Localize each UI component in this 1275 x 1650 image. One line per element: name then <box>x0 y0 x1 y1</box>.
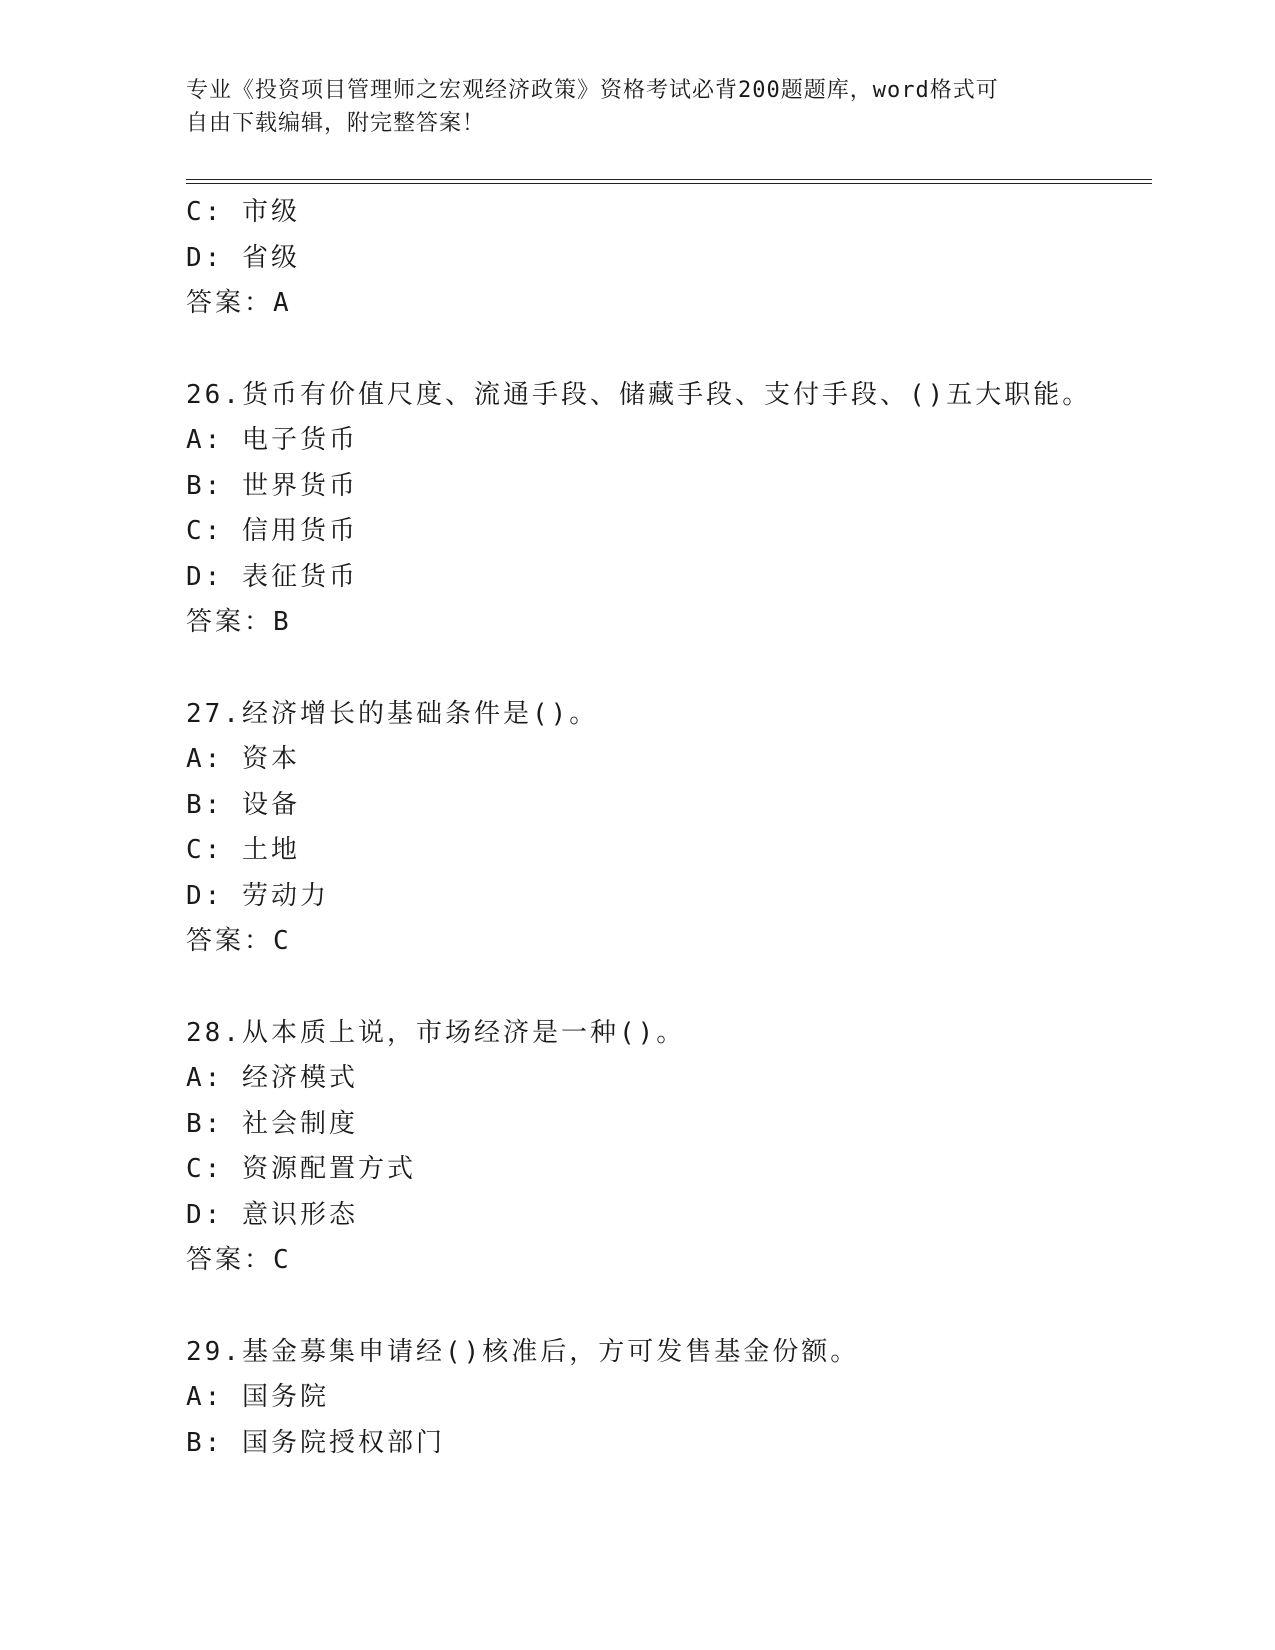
document-header <box>186 74 1066 140</box>
option-b: B: 社会制度 <box>186 1108 358 1139</box>
question-stem: 29.基金募集申请经()核准后，方可发售基金份额。 <box>186 1336 860 1367</box>
option-c: C: 土地 <box>186 835 300 865</box>
option-c: C: 资源配置方式 <box>186 1154 416 1184</box>
option-d: D: 劳动力 <box>186 880 329 911</box>
answer: 答案：C <box>186 926 292 956</box>
question-list <box>186 190 1146 1466</box>
option-d: D: 表征货币 <box>186 561 358 592</box>
answer: 答案：B <box>186 607 292 637</box>
option-b: B: 世界货币 <box>186 470 358 501</box>
option-d: D: 意识形态 <box>186 1199 358 1230</box>
header-line-2: 自由下载编辑，附完整答案！ <box>186 111 486 136</box>
option-c: C: 市级 <box>186 197 300 227</box>
header-line-1: 专业《投资项目管理师之宏观经济政策》资格考试必背200题题库，word格式可 <box>186 78 999 103</box>
question-stem: 27.经济增长的基础条件是()。 <box>186 698 599 729</box>
header-divider-top <box>186 179 1152 180</box>
question-stem: 28.从本质上说，市场经济是一种()。 <box>186 1017 686 1048</box>
option-a: A: 国务院 <box>186 1382 329 1412</box>
option-a: A: 资本 <box>186 744 300 774</box>
option-c: C: 信用货币 <box>186 516 358 546</box>
answer: 答案：C <box>186 1245 292 1275</box>
question-stem: 26.货币有价值尺度、流通手段、储藏手段、支付手段、()五大职能。 <box>186 379 1092 410</box>
option-b: B: 设备 <box>186 789 300 820</box>
answer: 答案：A <box>186 288 292 318</box>
option-b: B: 国务院授权部门 <box>186 1427 445 1458</box>
header-divider-bottom <box>186 183 1152 184</box>
option-a: A: 经济模式 <box>186 1063 358 1093</box>
option-d: D: 省级 <box>186 242 300 273</box>
option-a: A: 电子货币 <box>186 425 358 455</box>
